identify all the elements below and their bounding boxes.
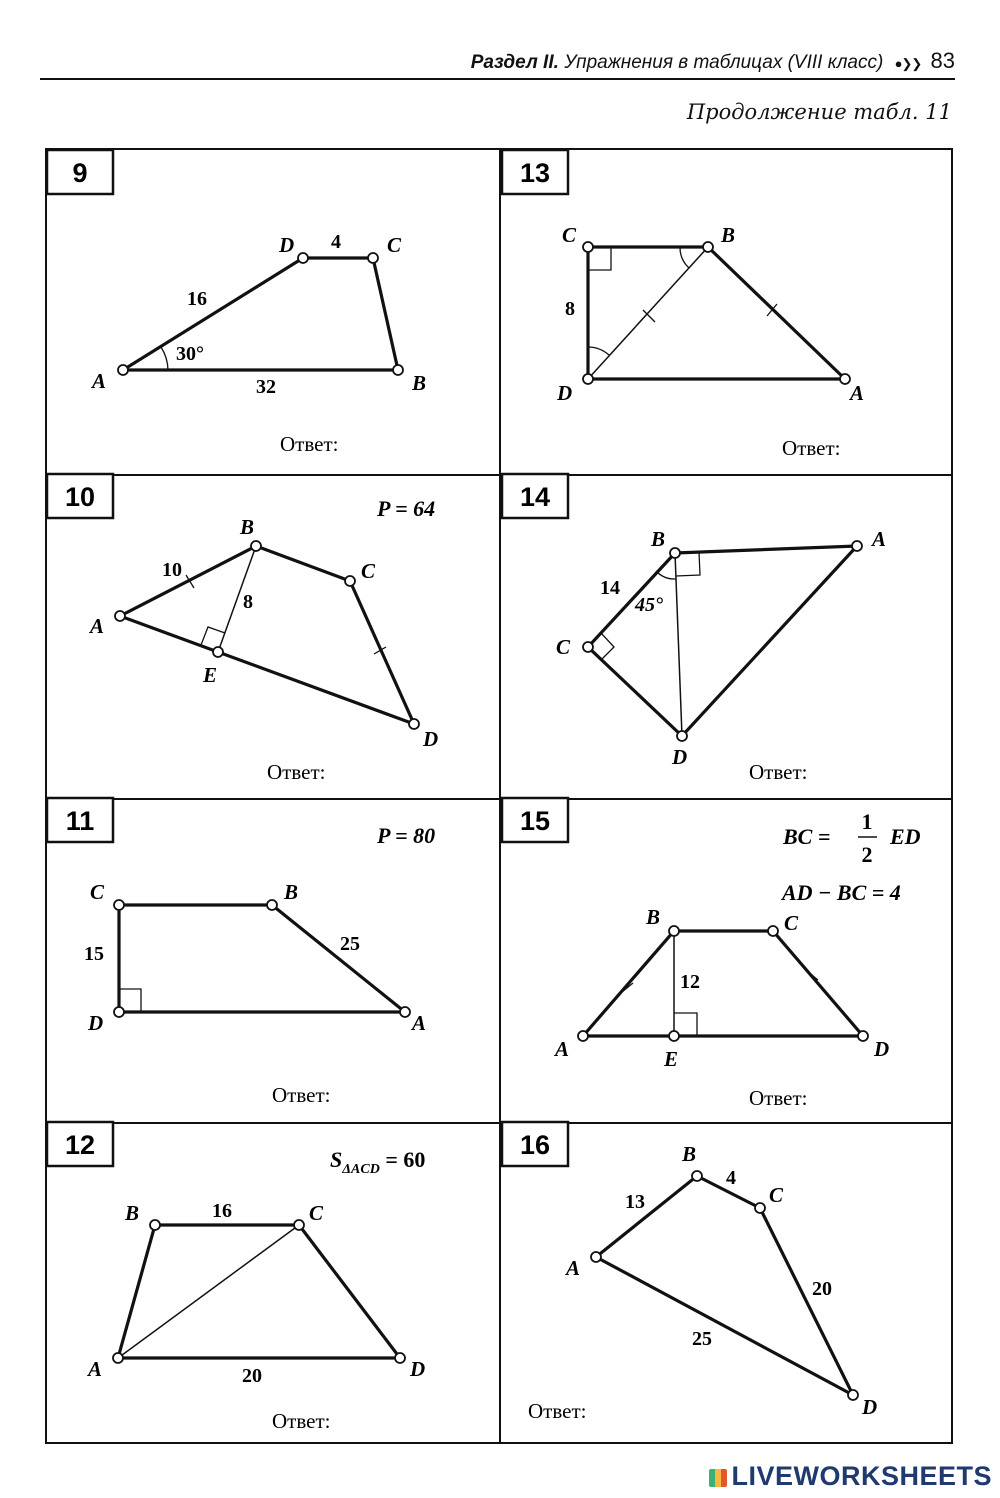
problem-condition — [376, 496, 435, 521]
vertex-point — [669, 926, 679, 936]
vertex-label-c: C — [769, 1183, 784, 1207]
vertex-point — [858, 1031, 868, 1041]
side-length-ad: 20 — [242, 1365, 262, 1387]
problem-10 — [47, 474, 438, 784]
fraction-denominator: 2 — [861, 842, 873, 867]
vertex-label-e: E — [203, 663, 218, 687]
diagonal-ac — [118, 1225, 299, 1358]
vertex-label-a: A — [566, 1256, 581, 1280]
side-length-ab: 25 — [340, 933, 360, 955]
perimeter-condition: P = 64 — [377, 496, 436, 521]
problem-9 — [47, 150, 426, 456]
vertex-label-c: C — [387, 233, 402, 257]
page-number: 83 — [930, 48, 955, 73]
side-length-ad: 16 — [187, 288, 207, 310]
problem-11 — [47, 798, 435, 1107]
vertex-point — [345, 576, 355, 586]
vertex-label-d: D — [279, 233, 295, 257]
vertex-point — [395, 1353, 405, 1363]
watermark-logo — [709, 1461, 992, 1492]
vertex-label-b: B — [240, 515, 255, 539]
vertex-point — [768, 926, 778, 936]
side-length-ab: 32 — [256, 376, 276, 398]
vertex-point — [583, 374, 593, 384]
vertex-point — [583, 642, 593, 652]
problem-16 — [502, 1122, 877, 1423]
vertex-label-b: B — [651, 527, 666, 551]
condition-right: ED — [890, 824, 921, 849]
area-subscript: ΔACD — [342, 1162, 380, 1177]
side-length-ab: 10 — [162, 559, 182, 581]
answer-label: Ответ: — [267, 760, 326, 784]
problem-13 — [502, 150, 864, 460]
vertex-point — [150, 1220, 160, 1230]
vertex-label-d: D — [410, 1357, 426, 1381]
vertex-point — [583, 242, 593, 252]
answer-label: Ответ: — [782, 436, 841, 460]
vertex-label-d: D — [88, 1011, 104, 1035]
vertex-label-b: B — [721, 223, 736, 247]
angle-arc — [680, 247, 689, 268]
problem-12 — [47, 1122, 425, 1433]
problem-number: 14 — [519, 482, 551, 512]
problem-number: 9 — [72, 158, 88, 188]
vertex-label-b: B — [412, 371, 427, 395]
side-length-dc: 4 — [331, 231, 341, 253]
vertex-point — [677, 731, 687, 741]
vertex-point — [118, 365, 128, 375]
height-length-be: 12 — [680, 971, 700, 993]
watermark-text: LIVEWORKSHEETS — [731, 1461, 992, 1491]
condition-difference: AD − BC = 4 — [782, 880, 901, 905]
vertex-label-a: A — [872, 527, 887, 551]
height-length-be: 8 — [243, 591, 253, 613]
header-subtitle: Упражнения в таблицах (VIII класс) — [564, 52, 884, 73]
vertex-point — [409, 719, 419, 729]
vertex-label-d: D — [862, 1395, 878, 1419]
vertex-label-d: D — [874, 1037, 890, 1061]
answer-label: Ответ: — [272, 1083, 331, 1107]
vertex-label-c: C — [309, 1201, 324, 1225]
vertex-label-c: C — [361, 559, 376, 583]
vertex-label-d: D — [423, 727, 439, 751]
answer-label: Ответ: — [749, 1086, 808, 1110]
trapezoid-figure — [119, 905, 405, 1012]
vertex-label-c: C — [784, 911, 799, 935]
vertex-label-c: C — [556, 635, 571, 659]
angle-value: 45° — [635, 594, 663, 616]
vertex-point — [115, 611, 125, 621]
condition-left: BC = — [783, 824, 831, 849]
vertex-point — [703, 242, 713, 252]
side-length-bc: 14 — [600, 577, 620, 599]
vertex-label-b: B — [284, 880, 299, 904]
vertex-label-a: A — [555, 1037, 570, 1061]
liveworksheets-logo-icon — [709, 1469, 727, 1487]
problem-number: 15 — [519, 806, 551, 836]
vertex-label-b: B — [646, 905, 661, 929]
vertex-point — [852, 541, 862, 551]
vertex-label-e: E — [664, 1047, 679, 1071]
side-length-bc: 16 — [212, 1200, 232, 1222]
vertex-point — [294, 1220, 304, 1230]
vertex-point — [114, 900, 124, 910]
angle-arc — [161, 347, 168, 370]
vertex-point — [113, 1353, 123, 1363]
vertex-label-d: D — [557, 381, 573, 405]
perimeter-condition: P = 80 — [377, 823, 436, 848]
vertex-point — [755, 1203, 765, 1213]
answer-label: Ответ: — [280, 432, 339, 456]
vertex-point — [400, 1007, 410, 1017]
vertex-point — [298, 253, 308, 263]
vertex-label-a: A — [850, 381, 865, 405]
area-symbol: S — [330, 1147, 343, 1172]
vertex-label-a: A — [88, 1357, 103, 1381]
header-dots-icon: ●❯❯ — [894, 56, 922, 71]
answer-label: Ответ: — [272, 1409, 331, 1433]
side-length-cd: 15 — [84, 943, 104, 965]
side-length-cd: 20 — [812, 1278, 832, 1300]
vertex-point — [848, 1390, 858, 1400]
vertex-point — [578, 1031, 588, 1041]
vertex-label-a: A — [412, 1011, 427, 1035]
problem-14 — [502, 474, 886, 784]
vertex-label-c: C — [90, 880, 105, 904]
diagonal-db — [588, 247, 708, 379]
vertex-label-d: D — [672, 745, 688, 769]
vertex-label-b: B — [682, 1142, 697, 1166]
vertex-point — [251, 541, 261, 551]
vertex-point — [670, 548, 680, 558]
problem-15 — [502, 798, 921, 1110]
vertex-label-c: C — [562, 223, 577, 247]
trapezoid-figure — [583, 931, 863, 1036]
side-length-cd: 8 — [565, 298, 575, 320]
problem-number: 10 — [64, 482, 96, 512]
table-continuation-caption: Продолжение табл. 11 — [686, 100, 952, 124]
vertex-label-a: A — [92, 369, 107, 393]
diagonal-bd — [675, 553, 682, 736]
vertex-point — [114, 1007, 124, 1017]
vertex-point — [393, 365, 403, 375]
right-angle-mark — [601, 633, 614, 660]
vertex-point — [213, 647, 223, 657]
problem-number: 16 — [519, 1130, 551, 1160]
trapezoid-figure — [118, 1225, 400, 1358]
answer-label: Ответ: — [528, 1399, 587, 1423]
answer-label: Ответ: — [749, 760, 808, 784]
vertex-point — [591, 1252, 601, 1262]
angle-arc — [588, 347, 609, 355]
side-length-ad: 25 — [692, 1328, 712, 1350]
vertex-point — [692, 1171, 702, 1181]
vertex-label-b: B — [125, 1201, 140, 1225]
problem-number: 11 — [65, 806, 95, 836]
quadrilateral-figure — [588, 546, 857, 736]
side-length-ab: 13 — [625, 1191, 645, 1213]
vertex-point — [368, 253, 378, 263]
fraction-numerator: 1 — [861, 809, 873, 834]
problem-condition — [330, 1147, 425, 1177]
vertex-point — [669, 1031, 679, 1041]
problem-number: 12 — [64, 1130, 96, 1160]
angle-value: 30° — [176, 343, 204, 365]
vertex-point — [840, 374, 850, 384]
area-value: = 60 — [379, 1147, 426, 1172]
problem-condition — [376, 823, 435, 848]
side-length-bc: 4 — [726, 1167, 736, 1189]
header-section: Раздел II. — [470, 52, 559, 73]
problem-number: 13 — [519, 158, 551, 188]
vertex-point — [267, 900, 277, 910]
vertex-label-a: A — [90, 614, 105, 638]
trapezoid-figure — [588, 247, 845, 379]
